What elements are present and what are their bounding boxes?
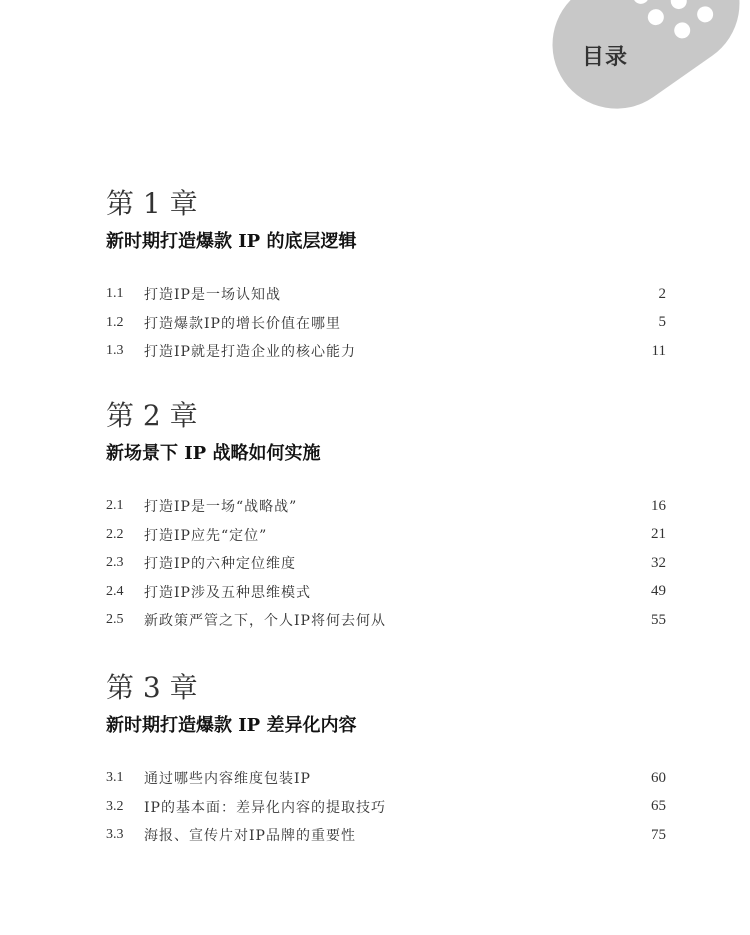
- section-number: 1.2: [106, 314, 124, 330]
- section-title: 打造爆款IP的增长价值在哪里: [144, 315, 341, 332]
- page-number: 49: [651, 583, 666, 600]
- section-title: 打造IP是一场“战略战”: [144, 499, 298, 516]
- page-number: 16: [651, 497, 666, 514]
- section-title: IP的基本面：差异化内容的提取技巧: [144, 799, 386, 816]
- toc-entry[interactable]: [106, 280, 666, 309]
- section-number: 2.3: [106, 555, 124, 571]
- page-number: 65: [651, 798, 666, 815]
- chapter-2: [106, 396, 666, 635]
- badge-body: [527, 0, 750, 134]
- page-number: 2: [658, 285, 666, 302]
- section-number: 2.4: [106, 583, 124, 599]
- section-title: 打造IP就是打造企业的核心能力: [144, 344, 356, 361]
- section-title: 通过哪些内容维度包装IP: [144, 771, 311, 788]
- toc-entry[interactable]: [106, 821, 666, 850]
- toc-list: [106, 492, 666, 635]
- chapter-heading: 第 3 章: [106, 671, 198, 704]
- section-number: 1.3: [106, 343, 124, 359]
- page-number: 21: [651, 526, 666, 543]
- section-number: 3.2: [106, 798, 124, 814]
- page-number: 11: [651, 342, 666, 359]
- section-number: 2.5: [106, 612, 124, 628]
- toc-badge-shape: [527, 0, 750, 134]
- toc-list: [106, 280, 666, 366]
- chapter-title[interactable]: 新时期打造爆款 IP 差异化内容: [106, 715, 357, 736]
- toc-entry[interactable]: [106, 492, 666, 521]
- chapter-heading: 第 1 章: [106, 187, 198, 220]
- section-title: 新政策严管之下，个人IP将何去何从: [144, 613, 386, 630]
- toc-entry[interactable]: [106, 549, 666, 578]
- chapter-3: [106, 668, 666, 850]
- toc-entry[interactable]: [106, 793, 666, 822]
- chapter-1: [106, 184, 666, 366]
- section-title: 打造IP是一场认知战: [144, 287, 281, 304]
- toc-entry[interactable]: [106, 606, 666, 635]
- section-number: 1.1: [106, 286, 124, 302]
- chapter-title[interactable]: 新场景下 IP 战略如何实施: [106, 443, 321, 464]
- chapter-title[interactable]: 新时期打造爆款 IP 的底层逻辑: [106, 231, 357, 252]
- toc-entry[interactable]: [106, 764, 666, 793]
- toc-entry[interactable]: [106, 309, 666, 338]
- section-number: 2.1: [106, 498, 124, 514]
- section-number: 3.1: [106, 770, 124, 786]
- toc-badge-label: 目录: [582, 45, 629, 70]
- toc-entry[interactable]: [106, 337, 666, 366]
- section-number: 3.3: [106, 827, 124, 843]
- chapter-heading: 第 2 章: [106, 399, 198, 432]
- toc-list: [106, 764, 666, 850]
- page-number: 75: [651, 826, 666, 843]
- section-title: 打造IP应先“定位”: [144, 527, 268, 544]
- section-title: 打造IP的六种定位维度: [144, 556, 296, 573]
- toc-entry[interactable]: [106, 578, 666, 607]
- page-number: 55: [651, 611, 666, 628]
- page-number: 60: [651, 769, 666, 786]
- section-title: 海报、宣传片对IP品牌的重要性: [144, 828, 356, 845]
- section-number: 2.2: [106, 526, 124, 542]
- page-number: 5: [658, 314, 666, 331]
- page-number: 32: [651, 554, 666, 571]
- section-title: 打造IP涉及五种思维模式: [144, 584, 311, 601]
- toc-entry[interactable]: [106, 521, 666, 550]
